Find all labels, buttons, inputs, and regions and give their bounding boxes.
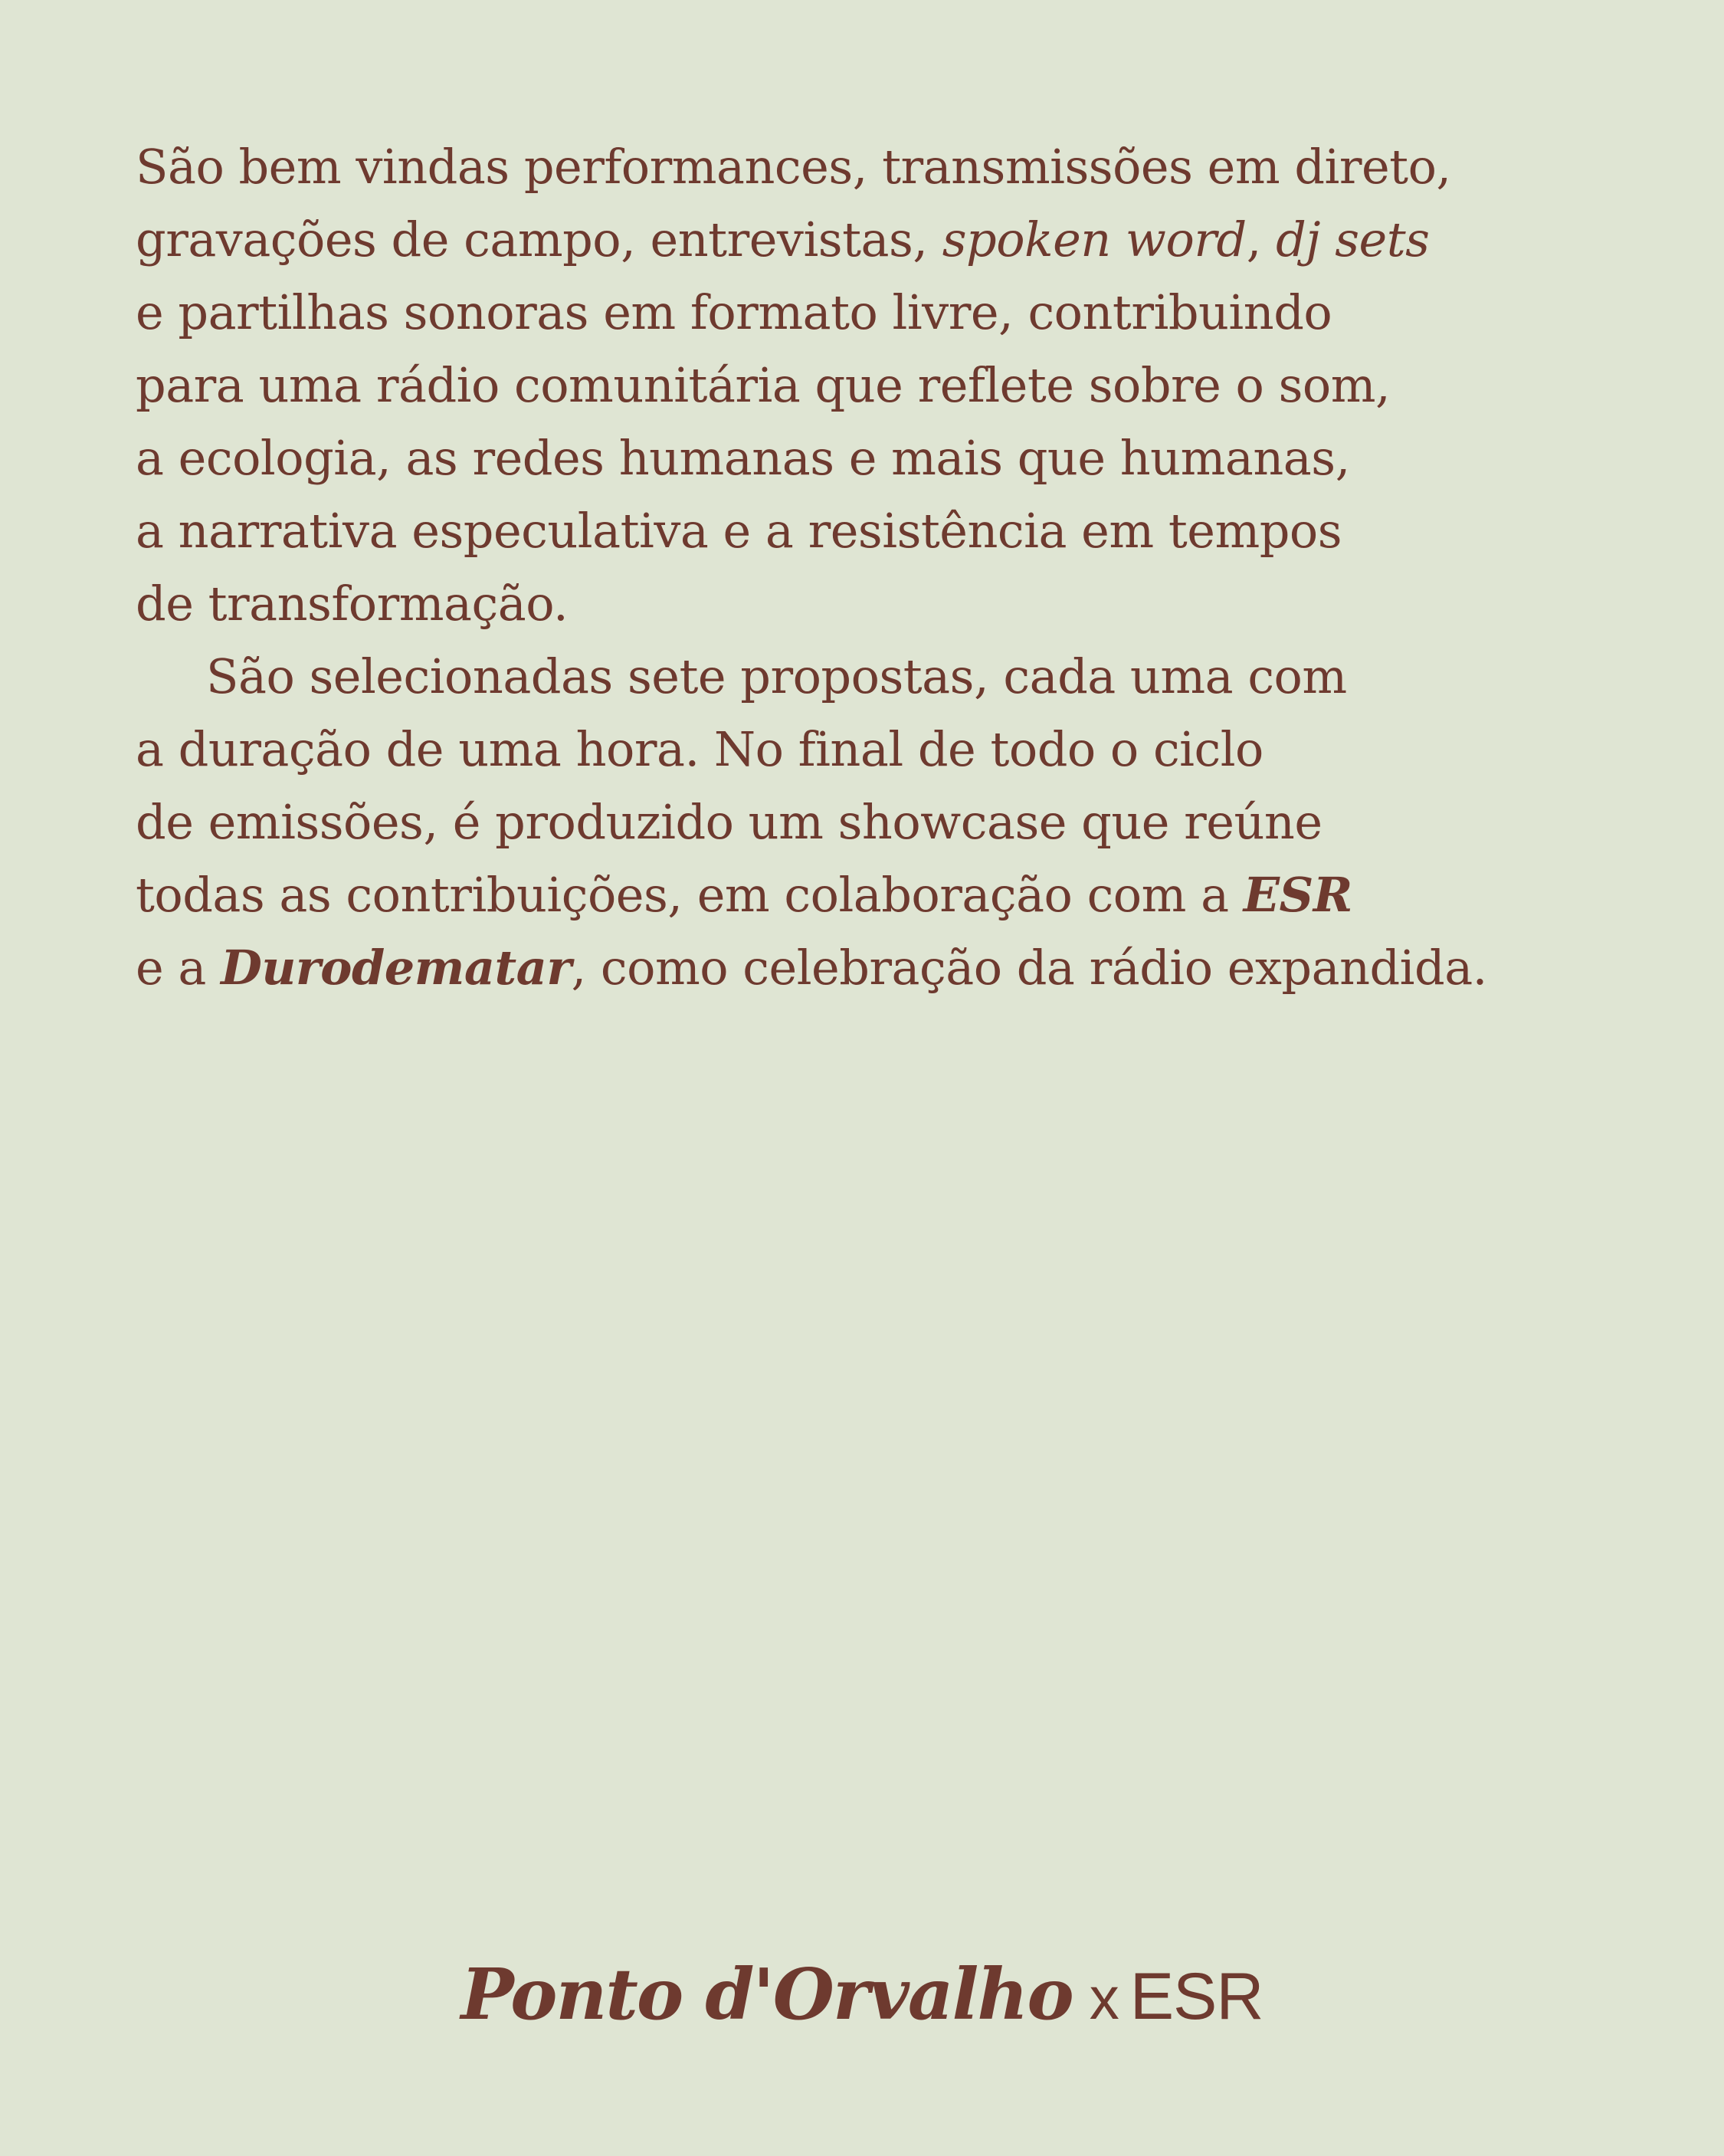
paragraph-1-line-2 (136, 203, 1668, 276)
paragraph-2-line-5 (136, 931, 1668, 1004)
text-segment: todas as contribuições, em colaboração com a (136, 867, 1244, 923)
paragraph-1-line-3: e partilhas sonoras em formato livre, contribuindo (136, 284, 1332, 340)
text-segment: e a (136, 940, 221, 996)
ponto-dorvalho-logo: Ponto d'Orvalho (460, 1953, 1073, 2036)
footer-logos (0, 1953, 1724, 2036)
paragraph-2-line-3: de emissões, é produzido um showcase que reúne (136, 794, 1322, 850)
paragraph-1-line-6: a narrativa especulativa e a resistência em tempos (136, 503, 1342, 559)
text-segment: , (1246, 212, 1277, 267)
paragraph-1-line-4: para uma rádio comunitária que reflete sobre o som, (136, 357, 1391, 413)
paragraph-2-line-1: São selecionadas sete propostas, cada uma com (206, 648, 1347, 704)
paragraph-1-line-1: São bem vindas performances, transmissões em direto, (136, 139, 1451, 195)
text-segment: , como celebração da rádio expandida. (571, 940, 1487, 996)
italic-spoken-word: spoken word (942, 212, 1247, 267)
paragraph-1-line-7: de transformação. (136, 576, 569, 632)
brand-esr: ESR (1243, 867, 1352, 923)
paragraph-1-line-5: a ecologia, as redes humanas e mais que humanas, (136, 430, 1350, 486)
brand-durodematar: Durodematar (221, 940, 572, 996)
body-text (136, 130, 1668, 1004)
esr-logo: ESR (1129, 1960, 1264, 2033)
collaboration-separator: x (1089, 1964, 1119, 2032)
text-segment: gravações de campo, entrevistas, (136, 212, 942, 267)
paragraph-2-line-4 (136, 858, 1668, 931)
italic-dj-sets: dj sets (1276, 212, 1430, 267)
paragraph-2-line-2: a duração de uma hora. No final de todo o ciclo (136, 721, 1264, 777)
